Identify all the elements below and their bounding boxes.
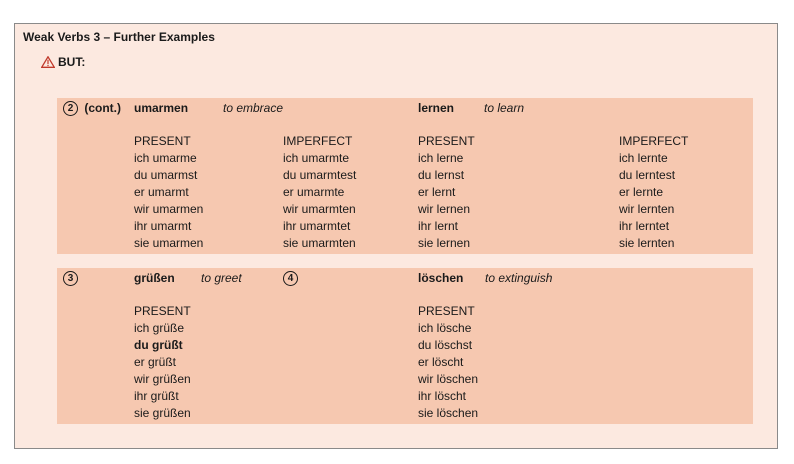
meaning-umarmen: to embrace [223, 101, 284, 115]
meaning-loeschen: to extinguish [485, 271, 553, 285]
loeschen-present: PRESENT ich lösche du löschst er löscht wir löschen ihr löscht sie löschen [418, 304, 479, 420]
verb-umarmen: umarmen [134, 101, 189, 115]
umarmen-present: PRESENT ich umarme du umarmst er umarmt wir umarmen ihr umarmt sie umarmen [134, 134, 204, 250]
page-title: Weak Verbs 3 – Further Examples [23, 30, 215, 44]
section-number-4: 4 [283, 271, 298, 286]
lernen-present: PRESENT ich lerne du lernst er lernt wir lernen ihr lernt sie lernen [418, 134, 475, 250]
but-label: BUT: [58, 55, 86, 69]
but-note [41, 55, 85, 69]
verb-panel-2 [57, 98, 753, 254]
gruesst-bold-form: du grüßt [134, 338, 183, 352]
section-number-2: 2 (cont.) [63, 101, 121, 116]
verb-lernen: lernen [418, 101, 455, 115]
verb-loeschen: löschen [418, 271, 464, 285]
worksheet-card [14, 23, 778, 449]
warning-icon [41, 56, 55, 68]
gruessen-present: PRESENT ich grüße du grüßt er grüßt wir grüßen ihr grüßt sie grüßen [134, 304, 191, 420]
cont-label: (cont.) [84, 101, 121, 115]
section-number-3: 3 [63, 271, 78, 286]
lernen-imperfect: IMPERFECT ich lernte du lerntest er lernte wir lernten ihr lerntet sie lernten [619, 134, 689, 250]
verb-gruessen: grüßen [134, 271, 175, 285]
meaning-lernen: to learn [484, 101, 525, 115]
verb-panel-3-4 [57, 268, 753, 424]
meaning-gruessen: to greet [201, 271, 242, 285]
umarmen-imperfect: IMPERFECT ich umarmte du umarmtest er umarmte wir umarmten ihr umarmtet sie umarmten [283, 134, 357, 250]
